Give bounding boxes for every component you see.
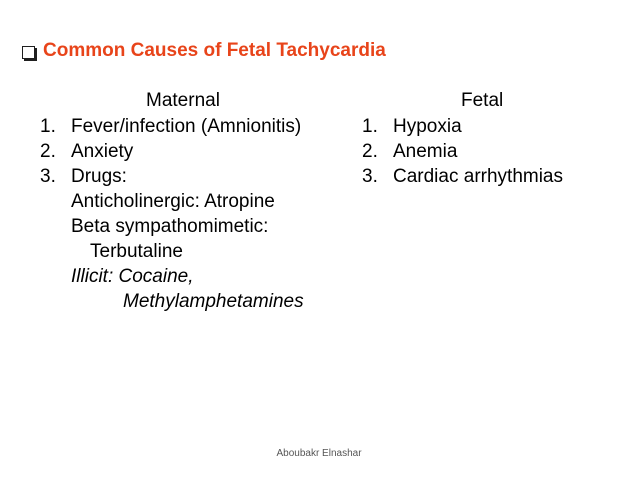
item-number: 1. [40,116,56,137]
item-number: 1. [362,116,378,137]
checkbox-bullet-icon [22,46,35,59]
drug-anticholinergic: Anticholinergic: Atropine [71,191,275,212]
list-item [362,114,622,139]
drug-illicit: Illicit: Cocaine, [71,266,194,287]
item-text: Drugs: [71,166,127,187]
maternal-heading: Maternal [146,90,220,111]
item-number: 2. [362,141,378,162]
title-text: Common Causes of Fetal Tachycardia [43,40,386,61]
list-item [362,139,622,164]
list-item [40,114,340,139]
drug-methylamphetamines: Methylamphetamines [123,291,304,312]
fetal-heading: Fetal [461,90,504,111]
item-number: 3. [362,166,378,187]
drug-terbutaline: Terbutaline [90,241,183,262]
item-number: 2. [40,141,56,162]
item-text: Anxiety [71,141,134,162]
fetal-list [362,114,622,189]
slide-title [22,38,386,64]
list-item [40,139,340,164]
maternal-list [40,114,340,314]
item-text: Anemia [393,141,458,162]
footer-author: Aboubakr Elnashar [276,448,362,459]
list-item [362,164,622,189]
item-number: 3. [40,166,56,187]
item-text: Cardiac arrhythmias [393,166,563,187]
list-item [40,164,340,189]
item-text: Hypoxia [393,116,462,137]
drug-beta-sympathomimetic: Beta sympathomimetic: [71,216,269,237]
item-text: Fever/infection (Amnionitis) [71,116,302,137]
